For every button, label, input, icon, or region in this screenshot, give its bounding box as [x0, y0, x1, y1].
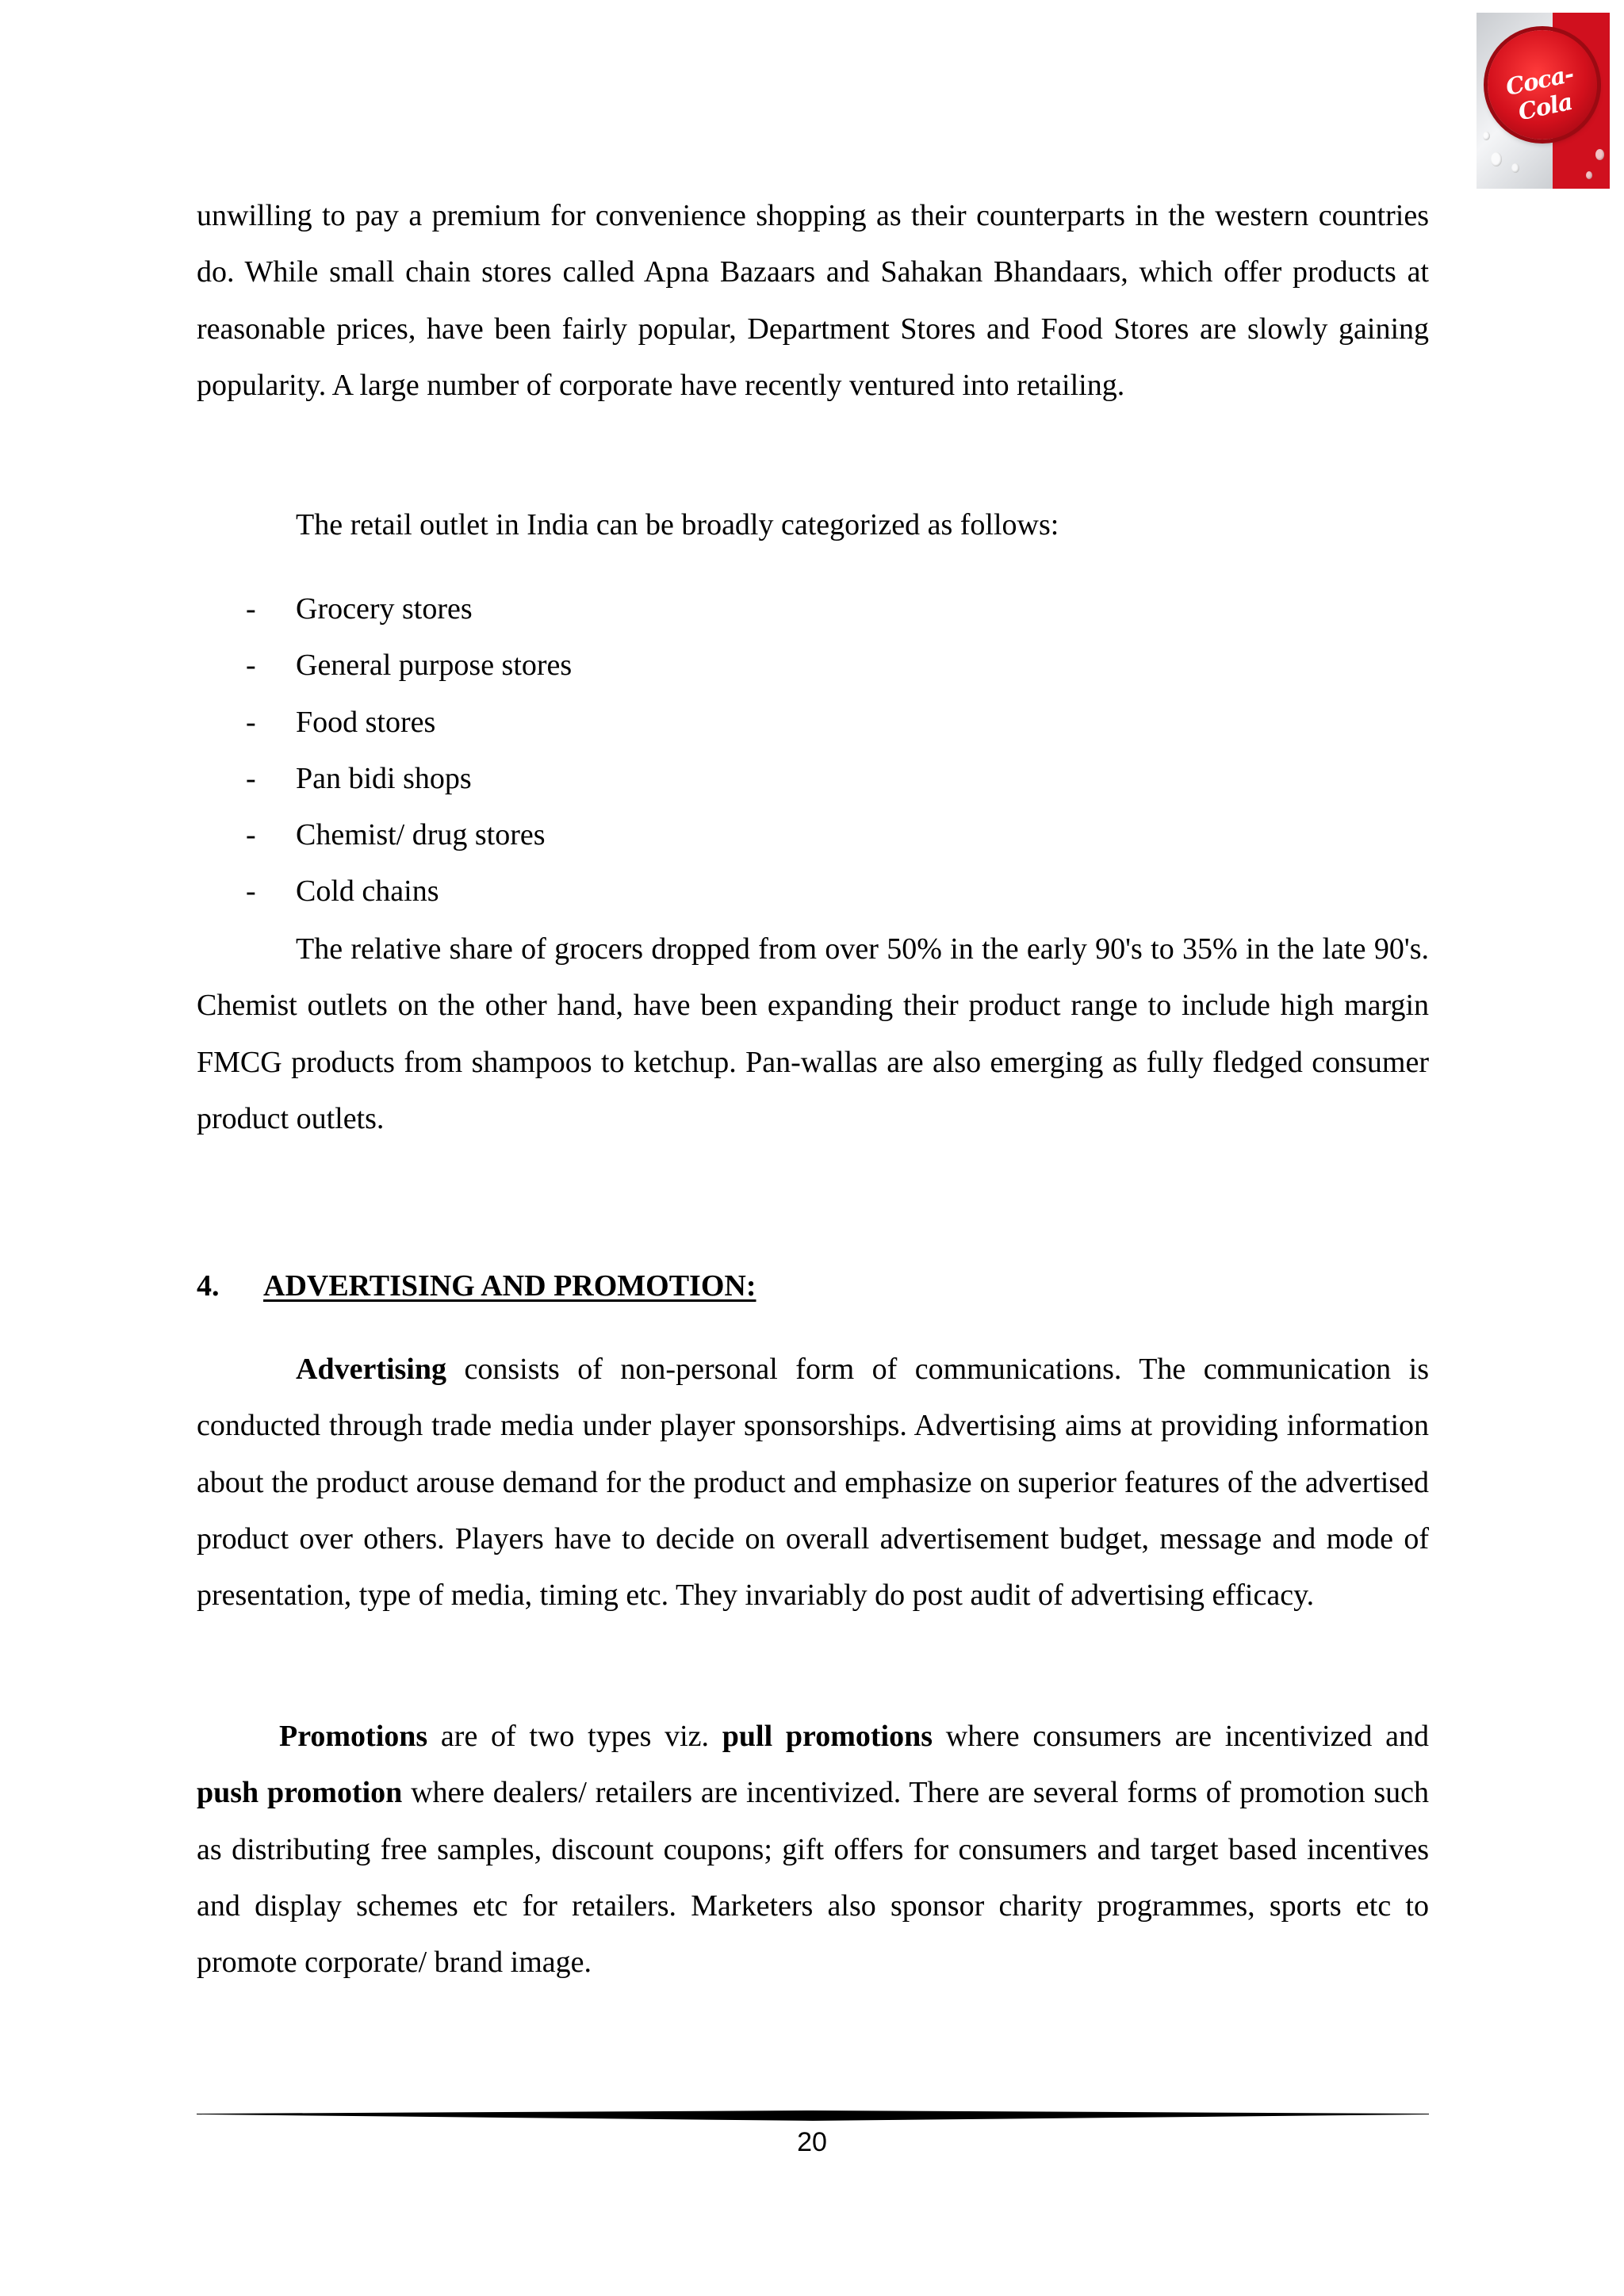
list-item: - Chemist/ drug stores [197, 807, 1429, 863]
advertising-paragraph: Advertising consists of non-personal form of communications. The communication is conducted through trade media under player sponsorships. Advertising aims at providing information about the product arouse demand for the product and emphasize on superior features of the advertised product over others. Players have to decide on overall advertisement budget, message and mode of presentation, type of media, timing etc. They invariably do post audit of advertising efficacy. [197, 1353, 1429, 1613]
retail-categories-list [197, 581, 1429, 920]
list-bullet: - [246, 761, 256, 795]
footer-divider [197, 2109, 1429, 2122]
list-bullet: - [246, 592, 256, 626]
list-item: - Cold chains [197, 863, 1429, 920]
page-number: 20 [797, 2127, 827, 2157]
grocer-share-paragraph: The relative share of grocers dropped from over 50% in the early 90's to 35% in the late 90's. Chemist outlets on the other hand, have been expanding their product range to include high margin FMCG products from shampoos to ketchup. Pan-wallas are also emerging as fully fledged consumer product outlets. [197, 932, 1429, 1135]
list-bullet: - [246, 705, 256, 739]
list-item: - Pan bidi shops [197, 751, 1429, 807]
advertising-term: Advertising [296, 1353, 446, 1386]
water-drop-icon [1491, 152, 1502, 166]
list-bullet: - [246, 818, 256, 852]
categories-intro: The retail outlet in India can be broadly categorized as follows: [296, 508, 1059, 541]
pull-promotions-term: pull promotions [722, 1720, 933, 1753]
section-title: ADVERTISING AND PROMOTION: [263, 1269, 756, 1303]
promotions-paragraph: Promotions are of two types viz. pull promotions where consumers are incentivized and push promotion where dealers/ retailers are incentivized. There are several forms of promotion such as distributing free samples, discount coupons; gift offers for consumers and target based incentives and display schemes etc for retailers. Marketers also sponsor charity programmes, sports etc to promote corporate/ brand image. [197, 1720, 1429, 1980]
list-bullet: - [246, 649, 256, 683]
section-heading [197, 1258, 756, 1314]
bottle-cap-icon [1488, 30, 1597, 140]
coca-cola-logo [1477, 13, 1610, 189]
water-drop-icon [1511, 163, 1519, 173]
promotions-term: Promotions [279, 1720, 428, 1753]
logo-wordmark: Coca-Cola [1503, 59, 1576, 126]
water-drop-icon [1586, 171, 1592, 179]
list-item: - Grocery stores [197, 581, 1429, 637]
list-item: - Food stores [197, 695, 1429, 751]
push-promotion-term: push promotion [197, 1776, 403, 1810]
water-drop-icon [1483, 132, 1490, 140]
water-drop-icon [1595, 149, 1604, 160]
list-item: - General purpose stores [197, 637, 1429, 694]
list-bullet: - [246, 874, 256, 909]
section-number: 4. [197, 1269, 220, 1303]
intro-paragraph: unwilling to pay a premium for convenience shopping as their counterparts in the western countries do. While small chain stores called Apna Bazaars and Sahakan Bhandaars, which offer products at reasonable prices, have been fairly popular, Department Stores and Food Stores are slowly gaining popularity. A large number of corporate have recently ventured into retailing. [197, 199, 1429, 402]
